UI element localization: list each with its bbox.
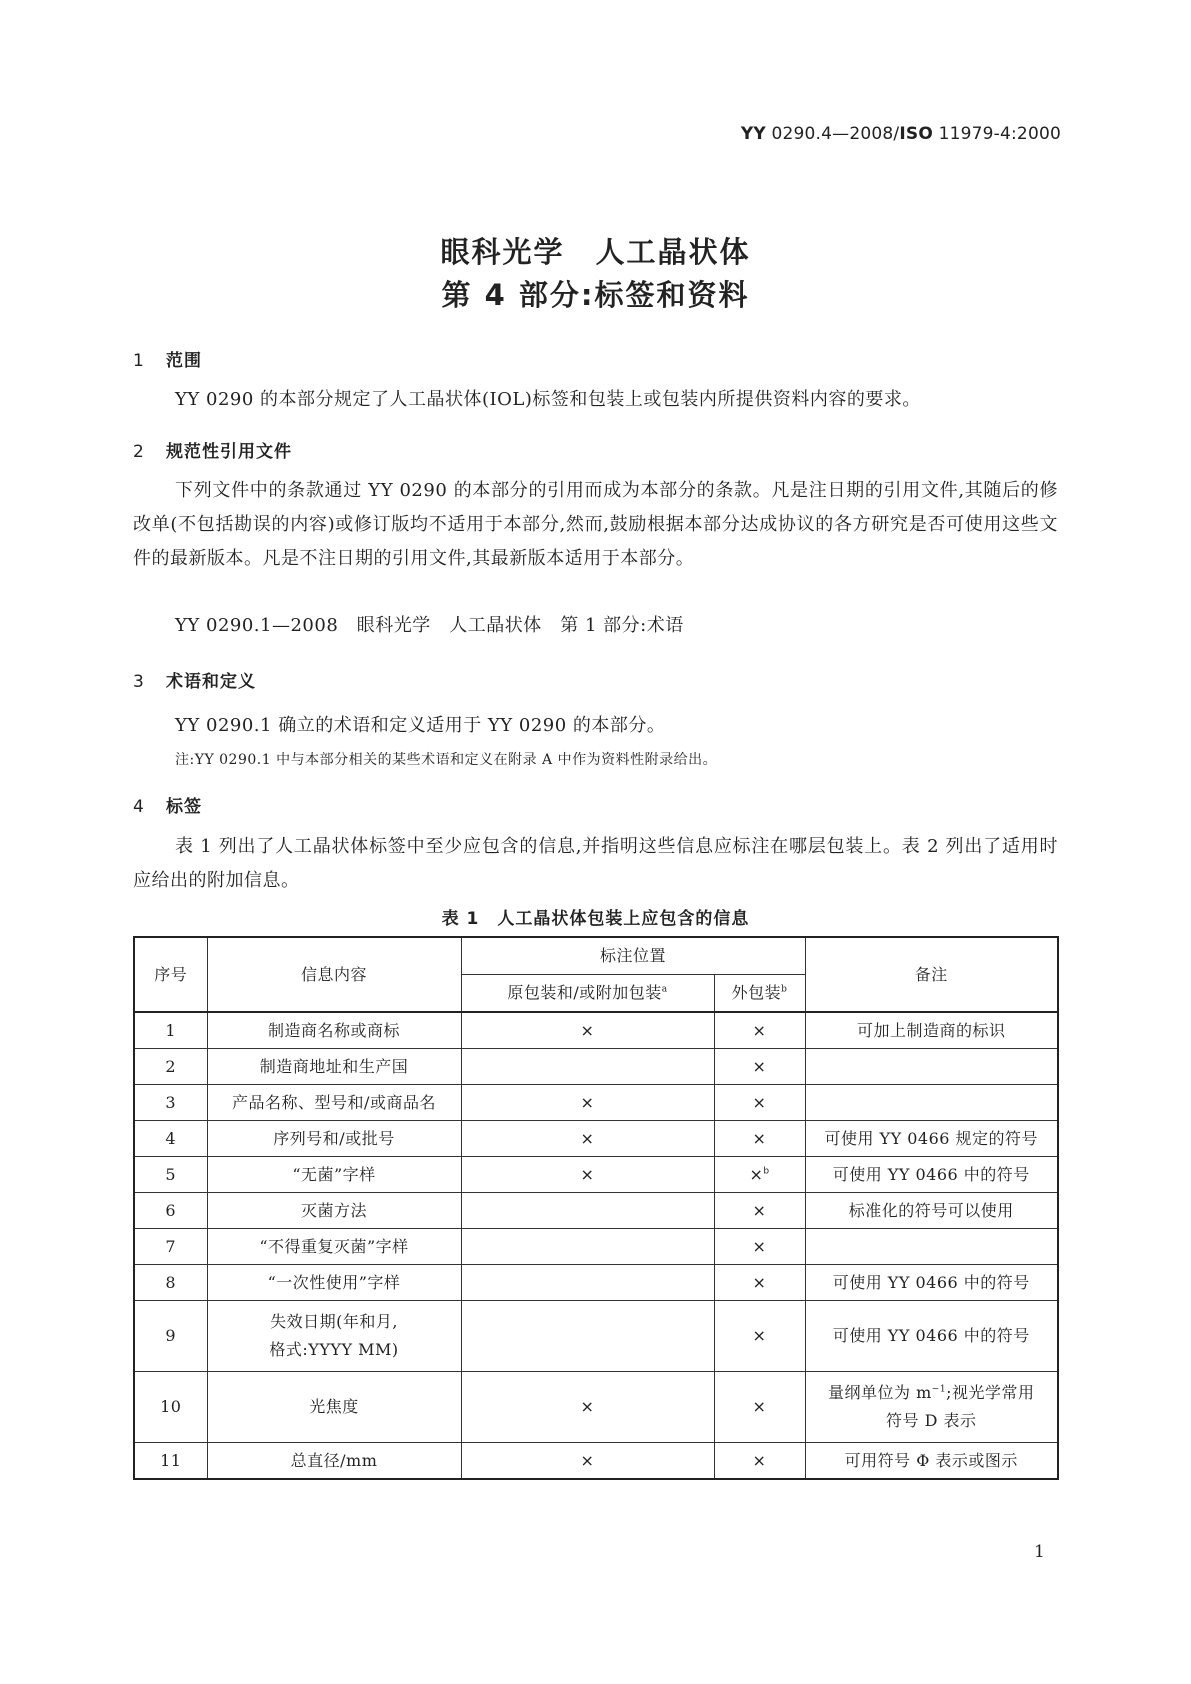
- header-content: 信息内容: [207, 937, 461, 1012]
- cell-remark: 可使用 YY 0466 中的符号: [805, 1265, 1058, 1301]
- cell-content: 制造商地址和生产国: [207, 1049, 461, 1085]
- cell-outer: ×: [714, 1301, 805, 1372]
- cell-outer: ×: [714, 1443, 805, 1480]
- section-3-heading: 3 术语和定义: [133, 672, 256, 692]
- cell-primary: [461, 1301, 714, 1372]
- cell-outer: ×: [714, 1372, 805, 1443]
- standard-identifier: YY 0290.4—2008/ISO 11979-4:2000: [740, 124, 1061, 144]
- section-1-body: YY 0290 的本部分规定了人工晶状体(IOL)标签和包装上或包装内所提供资料内容的要求。: [175, 389, 921, 410]
- cell-seq: 10: [134, 1372, 207, 1443]
- cell-outer: ×: [714, 1193, 805, 1229]
- cell-primary: ×: [461, 1443, 714, 1480]
- cell-primary: ×: [461, 1012, 714, 1049]
- header-outer-package: 外包装$^b$: [714, 975, 805, 1013]
- cell-content: 产品名称、型号和/或商品名: [207, 1085, 461, 1121]
- section-3-body: YY 0290.1 确立的术语和定义适用于 YY 0290 的本部分。: [175, 715, 666, 736]
- cell-content: 制造商名称或商标: [207, 1012, 461, 1049]
- table-row: [134, 1372, 1058, 1443]
- normative-reference: YY 0290.1—2008 眼科光学 人工晶状体 第 1 部分:术语: [175, 615, 684, 636]
- cell-remark: 可使用 YY 0466 中的符号: [805, 1301, 1058, 1372]
- cell-remark: 可加上制造商的标识: [805, 1012, 1058, 1049]
- section-1-heading: 1 范围: [133, 351, 202, 371]
- cell-seq: 6: [134, 1193, 207, 1229]
- cell-outer: ×: [714, 1121, 805, 1157]
- section-2-heading: 2 规范性引用文件: [133, 442, 292, 462]
- cell-remark: [805, 1049, 1058, 1085]
- header-seq: 序号: [134, 937, 207, 1012]
- cell-outer: ×: [714, 1049, 805, 1085]
- cell-seq: 3: [134, 1085, 207, 1121]
- table-row: [134, 1229, 1058, 1265]
- cell-primary: ×: [461, 1085, 714, 1121]
- document-title-line1: 眼科光学 人工晶状体: [440, 235, 751, 269]
- cell-content: 灭菌方法: [207, 1193, 461, 1229]
- table-row: [134, 1301, 1058, 1372]
- cell-content: 光焦度: [207, 1372, 461, 1443]
- cell-content: 序列号和/或批号: [207, 1121, 461, 1157]
- section-2-body: 下列文件中的条款通过 YY 0290 的本部分的引用而成为本部分的条款。凡是注日期的引用文件,其随后的修改单(不包括勘误的内容)或修订版均不适用于本部分,然而,鼓励根据本部分达成协议的各方研究是否可使用这些文件的最新版本。凡是不注日期的引用文件,其最新版本适用于本部分。: [133, 480, 1058, 569]
- header-remark: 备注: [805, 937, 1058, 1012]
- cell-content: 失效日期(年和月, 格式:YYYY MM): [207, 1301, 461, 1372]
- cell-seq: 7: [134, 1229, 207, 1265]
- cell-outer: ×: [714, 1012, 805, 1049]
- cell-primary: [461, 1229, 714, 1265]
- cell-remark: 可使用 YY 0466 中的符号: [805, 1157, 1058, 1193]
- cell-seq: 9: [134, 1301, 207, 1372]
- cell-seq: 2: [134, 1049, 207, 1085]
- cell-outer: ×: [714, 1085, 805, 1121]
- cell-content: “一次性使用”字样: [207, 1265, 461, 1301]
- cell-content: “无菌”字样: [207, 1157, 461, 1193]
- cell-primary: ×: [461, 1372, 714, 1443]
- section-4-body: 表 1 列出了人工晶状体标签中至少应包含的信息,并指明这些信息应标注在哪层包装上。表 2 列出了适用时应给出的附加信息。: [133, 836, 1058, 891]
- section-3-note: 注:YY 0290.1 中与本部分相关的某些术语和定义在附录 A 中作为资料性附录给出。: [175, 752, 718, 768]
- cell-remark: 标准化的符号可以使用: [805, 1193, 1058, 1229]
- table-row: [134, 1265, 1058, 1301]
- table-row: [134, 1193, 1058, 1229]
- cell-outer: ×$^b$: [714, 1157, 805, 1193]
- cell-remark: [805, 1229, 1058, 1265]
- header-primary-package: 原包装和/或附加包装$^a$: [461, 975, 714, 1013]
- cell-seq: 1: [134, 1012, 207, 1049]
- table-row: [134, 1443, 1058, 1480]
- cell-seq: 8: [134, 1265, 207, 1301]
- cell-seq: 5: [134, 1157, 207, 1193]
- table-1-caption: 表 1 人工晶状体包装上应包含的信息: [441, 909, 750, 929]
- page-number: 1: [1034, 1542, 1045, 1562]
- table-1: [133, 936, 1059, 1480]
- cell-remark: [805, 1085, 1058, 1121]
- cell-primary: ×: [461, 1157, 714, 1193]
- table-row: [134, 1085, 1058, 1121]
- cell-seq: 4: [134, 1121, 207, 1157]
- cell-primary: [461, 1265, 714, 1301]
- cell-primary: [461, 1193, 714, 1229]
- table-row: [134, 1012, 1058, 1049]
- table-row: [134, 1121, 1058, 1157]
- cell-remark: 量纲单位为 $m^{-1}$;视光学常用 符号 D 表示: [805, 1372, 1058, 1443]
- table-row: [134, 1049, 1058, 1085]
- cell-outer: ×: [714, 1229, 805, 1265]
- cell-seq: 11: [134, 1443, 207, 1480]
- section-4-heading: 4 标签: [133, 797, 202, 817]
- cell-content: “不得重复灭菌”字样: [207, 1229, 461, 1265]
- document-title-line2: 第 4 部分:标签和资料: [441, 278, 750, 312]
- cell-content: 总直径/mm: [207, 1443, 461, 1480]
- cell-remark: 可用符号 Φ 表示或图示: [805, 1443, 1058, 1480]
- cell-remark: 可使用 YY 0466 规定的符号: [805, 1121, 1058, 1157]
- cell-outer: ×: [714, 1265, 805, 1301]
- table-row: [134, 1157, 1058, 1193]
- header-position: 标注位置: [461, 937, 805, 975]
- cell-primary: ×: [461, 1121, 714, 1157]
- cell-primary: [461, 1049, 714, 1085]
